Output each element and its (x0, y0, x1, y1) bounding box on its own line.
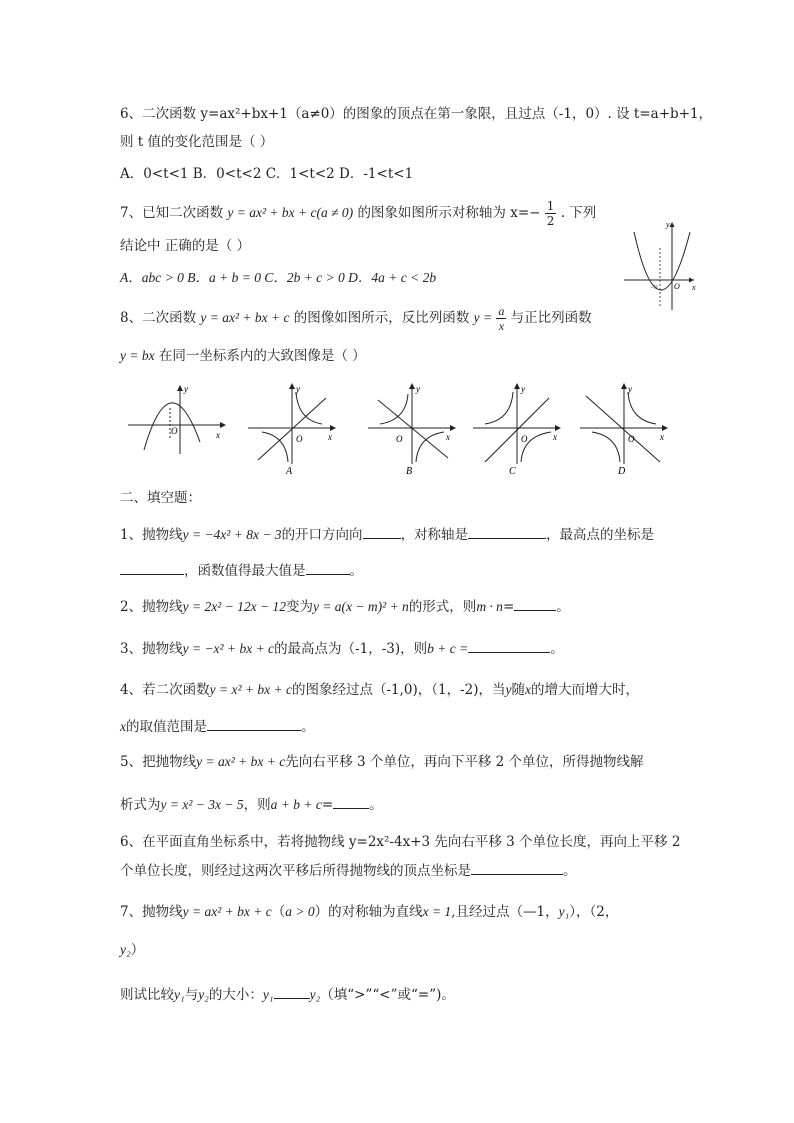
svg-text:O: O (296, 434, 303, 444)
fill-q3-blank[interactable] (468, 638, 550, 653)
mc-q7-frac-num: 1 (546, 199, 555, 213)
svg-text:O: O (396, 434, 403, 444)
svg-text:y: y (416, 384, 420, 394)
q7-parabola-figure (620, 218, 700, 314)
mc-q7-options-text: A．abc > 0 B．a + b = 0 C．2b + c > 0 D．4a + c < 2b (120, 270, 437, 285)
q8-graphs (124, 380, 684, 476)
mc-q8-formula1: y = ax² + bx + c (200, 310, 290, 325)
mc-q7-suffix: . 下列 (560, 205, 597, 221)
origin-label: O (674, 282, 680, 291)
graph-label-d: D (618, 466, 626, 476)
fill-q1-blank-axis[interactable] (468, 524, 546, 539)
svg-text:x: x (446, 432, 450, 442)
mc-q8-line1: 8、二次函数 y = ax² + bx + c 的图像如图所示，反比列函数 y = $\frac{a}{x}$ 与正比列函数 (120, 304, 592, 333)
fill-q7-line2: y₂） (120, 942, 145, 958)
fill-q1-formula: y = −4x² + 8x − 3 (182, 527, 282, 542)
svg-text:y: y (521, 384, 525, 394)
parabola-curve (634, 232, 690, 290)
svg-text:y: y (184, 384, 188, 394)
fill-q6-line1: 6、在平面直角坐标系中，若将抛物线 y=2x²-4x+3 先向右平移 3 个单位长度，再向上平移 2 (120, 834, 681, 850)
mc-q7-line1 (120, 199, 596, 228)
fill-q7-line1: 7、抛物线y = ax² + bx + c（a > 0）的对称轴为直线x = 1,且经过点（—1，y₁），（2， (120, 904, 619, 920)
neg-half-label: -½ (651, 285, 658, 291)
mc-q7-fraction (545, 199, 557, 228)
mc-q8-prefix: 8、二次函数 (120, 310, 197, 326)
mc-q8-frac-den: x (498, 319, 505, 333)
fill-q6-blank[interactable] (471, 860, 563, 875)
svg-text:x: x (660, 432, 664, 442)
fill-q2-blank[interactable] (514, 596, 556, 611)
fill-q1-line2: ，函数值得最大值是 。 (120, 560, 363, 581)
fill-q5-line2: 析式为y = x² − 3x − 5，则a + b + c= 。 (120, 794, 383, 815)
svg-text:O: O (521, 434, 528, 444)
fill-q1-blank-vertex[interactable] (120, 560, 184, 575)
mc-q7-line2: 结论中 正确的是（ ） (120, 238, 251, 254)
fill-q1-line1: 1、抛物线y = −4x² + 8x − 3的开口方向向 ，对称轴是 ，最高点的坐标是 (120, 524, 654, 545)
svg-text:y: y (628, 384, 632, 394)
q8-graph-b (368, 383, 456, 476)
fill-q4-line2: x的取值范围是 。 (120, 716, 315, 737)
fill-q2-line: 2、抛物线y = 2x² − 12x − 12变为y = a(x − m)² + n的形式，则m · n= 。 (120, 596, 570, 617)
graph-label-b: B (406, 466, 413, 476)
mc-q7-frac-den: 2 (546, 214, 555, 228)
fill-heading: 二、填空题： (120, 490, 201, 506)
q8-given-graph (128, 384, 226, 454)
svg-text:y: y (296, 384, 300, 394)
svg-text:O: O (628, 434, 635, 444)
fill-q4-blank[interactable] (207, 716, 301, 731)
mc-q8-line2 (120, 346, 366, 366)
svg-text:O: O (171, 426, 178, 436)
x-axis-arrow (689, 278, 694, 283)
svg-text:x: x (328, 432, 332, 442)
fill-q5-line1: 5、把抛物线y = ax² + bx + c先向右平移 3 个单位，再向下平移 2 个单位，所得抛物线解 (120, 754, 644, 770)
fill-q1-blank-max[interactable] (306, 560, 350, 575)
fill-q1-blank-direction[interactable] (363, 524, 401, 539)
mc-q8-frac-num: a (498, 304, 505, 318)
mc-q7-options (120, 268, 436, 288)
mc-q8-suffix: 与正比列函数 (510, 310, 592, 326)
x-label: x (692, 283, 696, 292)
mc-q6-options: A．0<t<1 B．0<t<2 C．1<t<2 D．-1<t<1 (120, 166, 414, 182)
svg-text:x: x (553, 432, 557, 442)
graph-label-a: A (286, 466, 293, 476)
mc-q6-line2: 则 t 值的变化范围是（ ） (120, 134, 274, 150)
mc-q8-line2-formula: y = bx (120, 348, 155, 363)
mc-q8-line2-text: 在同一坐标系内的大致图像是（ ） (158, 348, 366, 364)
mc-q7-formula: y = ax² + bx + c(a ≠ 0) (227, 205, 354, 220)
fill-q4-line1: 4、若二次函数y = x² + bx + c的图象经过点（-1,0)，（1，-2)，当y随x的增大而增大时， (120, 682, 640, 698)
fill-q6-line2: 个单位长度，则经过这两次平移后所得抛物线的顶点坐标是 。 (120, 860, 577, 881)
fill-q7-blank[interactable] (274, 984, 310, 999)
q8-graph-c (473, 383, 561, 476)
svg-text:x: x (216, 430, 220, 440)
fill-q7-line3: 则试比较y₁与y₂的大小：y₁ y₂（填“>”“<”或“=”)。 (120, 984, 455, 1005)
fill-q3-line: 3、抛物线y = −x² + bx + c的最高点为（-1，-3)，则b + c = 。 (120, 638, 564, 659)
mc-q8-mid: 的图像如图所示，反比列函数 (293, 310, 470, 326)
q8-graph-d (580, 383, 668, 476)
fill-q5-blank[interactable] (333, 794, 369, 809)
mc-q8-fraction (496, 304, 506, 333)
q8-graph-a (248, 383, 336, 476)
mc-q7-prefix: 7、已知二次函数 (120, 205, 224, 221)
y-axis-arrow (670, 222, 675, 227)
graph-label-c: C (509, 466, 516, 476)
mc-q7-mid: 的图象如图所示对称轴为 x=− (357, 205, 541, 221)
y-label: y (666, 220, 670, 229)
mc-q6-line1: 6、二次函数 y=ax²+bx+1（a≠0）的图象的顶点在第一象限，且过点（-1，0）. 设 t=a+b+1， (120, 106, 713, 122)
